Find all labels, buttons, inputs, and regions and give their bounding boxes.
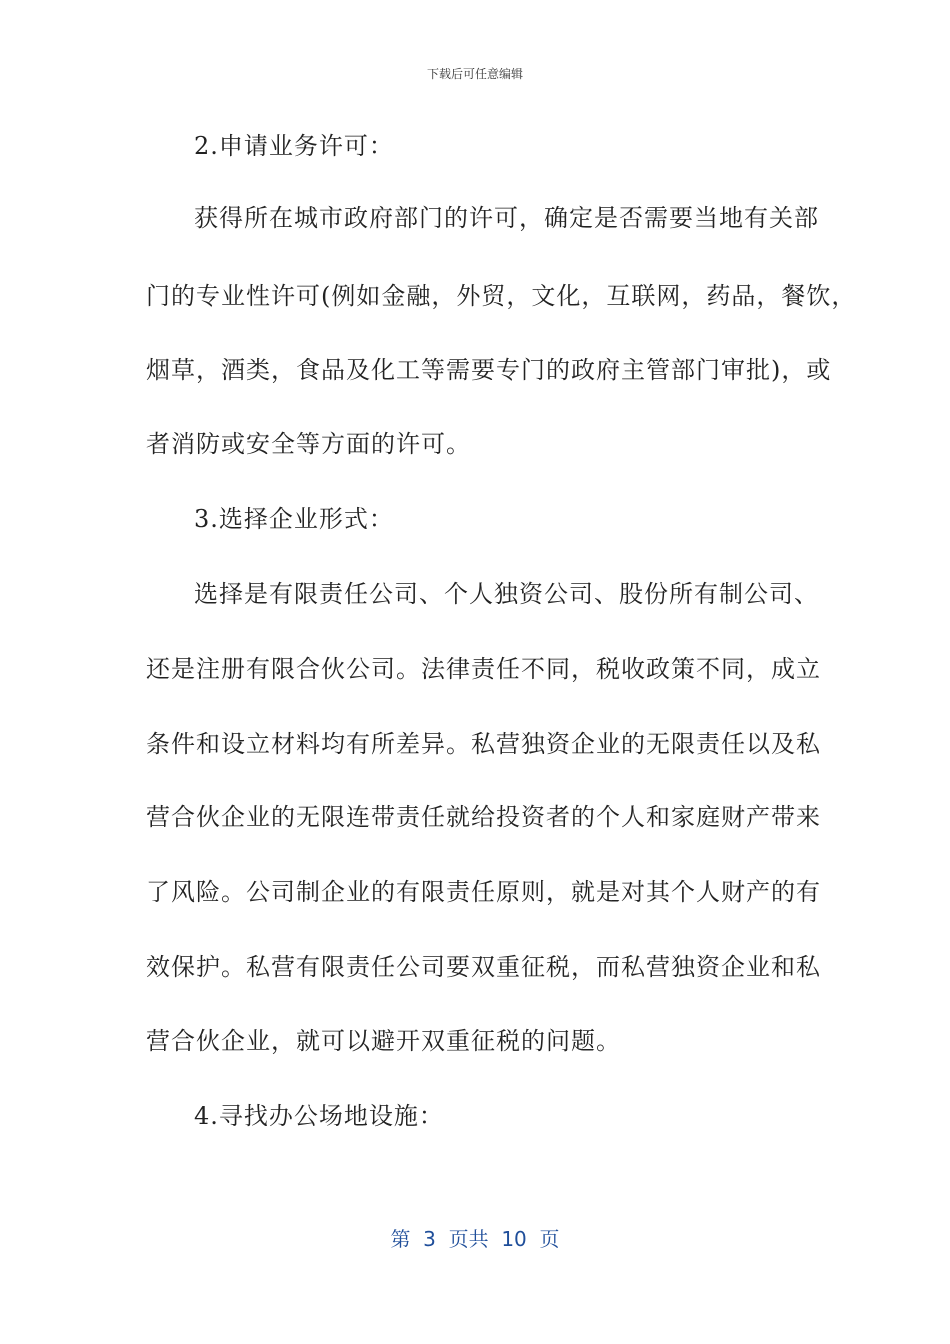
paragraph-line: 选择是有限责任公司、个人独资公司、股份所有制公司、 xyxy=(194,580,819,608)
paragraph-line: 者消防或安全等方面的许可。 xyxy=(146,430,471,458)
section-heading-4: 4.寻找办公场地设施： xyxy=(194,1102,444,1130)
paragraph-line: 获得所在城市政府部门的许可，确定是否需要当地有关部 xyxy=(194,204,819,232)
paragraph-line: 了风险。公司制企业的有限责任原则，就是对其个人财产的有 xyxy=(146,878,821,906)
paragraph-line: 烟草，酒类，食品及化工等需要专门的政府主管部门审批)，或 xyxy=(146,356,832,384)
section-heading-2: 2.申请业务许可： xyxy=(194,132,394,160)
paragraph-line: 还是注册有限合伙公司。法律责任不同，税收政策不同，成立 xyxy=(146,655,821,683)
paragraph-line: 条件和设立材料均有所差异。私营独资企业的无限责任以及私 xyxy=(146,730,821,758)
paragraph-line: 营合伙企业的无限连带责任就给投资者的个人和家庭财产带来 xyxy=(146,803,821,831)
paragraph-line: 门的专业性许可(例如金融，外贸，文化，互联网，药品，餐饮， xyxy=(146,282,857,310)
paragraph-line: 效保护。私营有限责任公司要双重征税，而私营独资企业和私 xyxy=(146,953,821,981)
page-header: 下载后可任意编辑 xyxy=(426,67,523,81)
paragraph-line: 营合伙企业，就可以避开双重征税的问题。 xyxy=(146,1027,621,1055)
section-heading-3: 3.选择企业形式： xyxy=(194,505,394,533)
page-footer: 第 3 页共 10 页 xyxy=(390,1227,560,1251)
